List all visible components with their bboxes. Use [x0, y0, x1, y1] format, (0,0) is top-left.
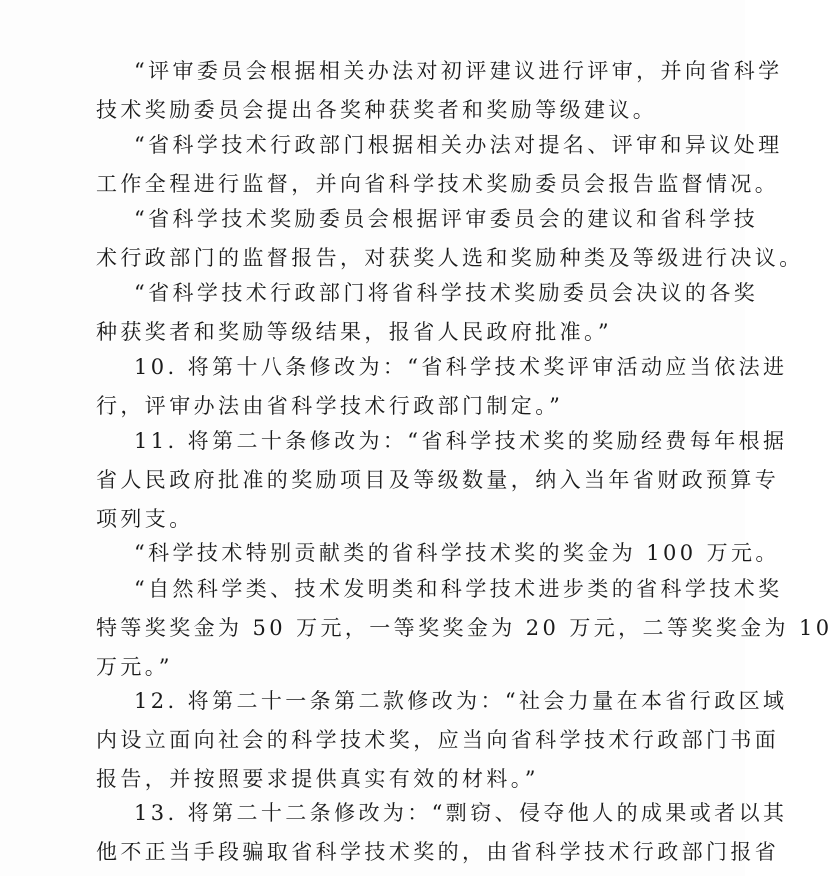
paragraph-line: [96, 794, 788, 833]
line-text: “评审委员会根据相关办法对初评建议进行评审，并向省科学: [134, 59, 783, 83]
paragraph-9: [96, 682, 788, 799]
paragraph-3: [96, 200, 804, 278]
paragraph-line: [96, 200, 759, 239]
paragraph-line: 特等奖奖金为 50 万元，一等奖奖金为 20 万元，二等奖奖金为 10: [96, 616, 833, 640]
paragraph-2: [96, 126, 783, 204]
paragraph-line: 行，评审办法由省科学技术行政部门制定。”: [96, 394, 564, 418]
line-text: “省科学技术奖励委员会根据评审委员会的建议和省科学技: [134, 207, 759, 231]
paragraph-line: 内设立面向社会的科学技术奖，应当向省科学技术行政部门书面: [96, 728, 780, 752]
paragraph-line: 术行政部门的监督报告，对获奖人选和奖励种类及等级进行决议。: [96, 246, 804, 270]
paragraph-line: [96, 126, 783, 165]
paragraph-line: [96, 570, 783, 609]
line-text: 12. 将第二十一条第二款修改为：“社会力量在本省行政区域: [134, 689, 788, 713]
paragraph-line: 他不正当手段骗取省科学技术奖的，由省科学技术行政部门报省: [96, 840, 780, 864]
paragraph-line: [96, 348, 788, 387]
line-text: 11. 将第二十条修改为：“省科学技术奖的奖励经费每年根据: [134, 429, 788, 453]
paragraph-6: [96, 422, 788, 539]
paragraph-line: 技术奖励委员会提出各奖种获奖者和奖励等级建议。: [96, 98, 658, 122]
line-text: “自然科学类、技术发明类和科学技术进步类的省科学技术奖: [134, 577, 783, 601]
paragraph-8: [96, 570, 833, 687]
line-text: 13. 将第二十二条修改为：“剽窃、侵夺他人的成果或者以其: [134, 801, 788, 825]
paragraph-7: [96, 534, 780, 573]
line-text: 10. 将第十八条修改为：“省科学技术奖评审活动应当依法进: [134, 355, 788, 379]
line-text: “省科学技术行政部门根据相关办法对提名、评审和异议处理: [134, 133, 783, 157]
paragraph-line: 报告，并按照要求提供真实有效的材料。”: [96, 767, 539, 791]
paragraph-line: 项列支。: [96, 507, 194, 531]
paragraph-line: 万元。”: [96, 655, 173, 679]
paragraph-line: [96, 52, 783, 91]
paragraph-line: 工作全程进行监督，并向省科学技术奖励委员会报告监督情况。: [96, 172, 780, 196]
paragraph-line: [96, 422, 788, 461]
paragraph-line: 种获奖者和奖励等级结果，报省人民政府批准。”: [96, 320, 613, 344]
paragraph-10: [96, 794, 788, 872]
line-text: “科学技术特别贡献类的省科学技术奖的奖金为 100 万元。: [134, 541, 780, 565]
paragraph-line: [96, 534, 780, 573]
paragraph-5: [96, 348, 788, 426]
paragraph-4: [96, 274, 759, 352]
paragraph-line: [96, 274, 759, 313]
paragraph-1: [96, 52, 783, 130]
line-text: “省科学技术行政部门将省科学技术奖励委员会决议的各奖: [134, 281, 759, 305]
paragraph-line: [96, 682, 788, 721]
paragraph-line: 省人民政府批准的奖励项目及等级数量，纳入当年省财政预算专: [96, 468, 780, 492]
